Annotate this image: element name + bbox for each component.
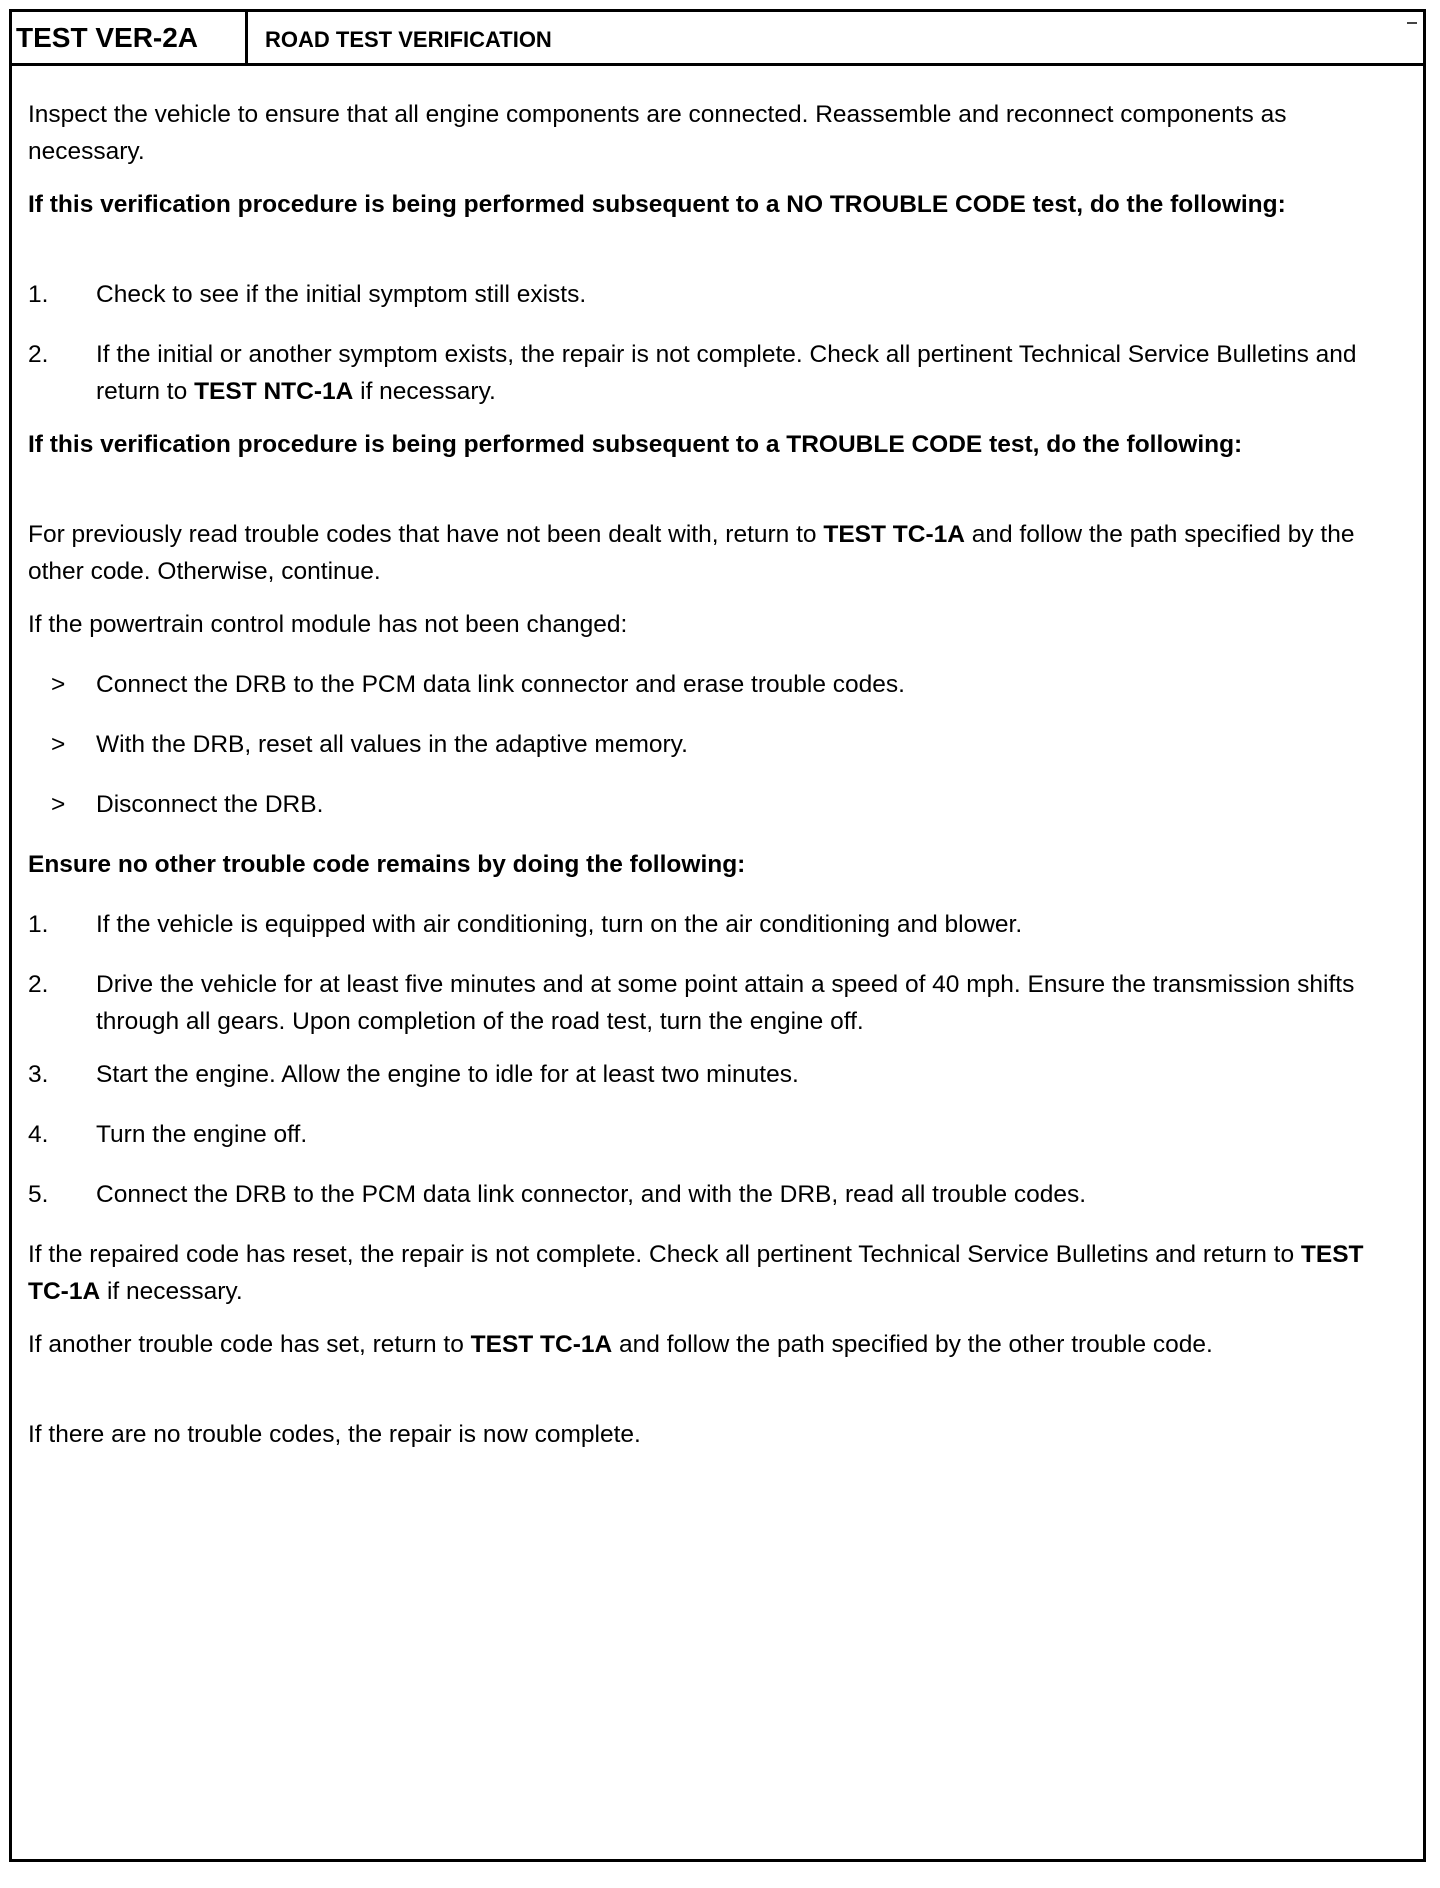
bullet-marker: > [51,671,66,698]
step-text: If the vehicle is equipped with air conditioning, turn on the air conditioning and blower. [96,911,1023,938]
step-text-before: If the initial or another symptom exists, the repair is not complete. Check all pertinent Technical Service Bulletins and return to [96,341,1357,405]
step-text [96,336,1386,410]
test-reference: TEST NTC-1A [194,378,354,405]
step-number: 3. [28,1061,49,1088]
para-text-after: and follow the path specified by the other trouble code. [619,1331,1213,1358]
bullet-marker: > [51,791,66,818]
section3-heading: Ensure no other trouble code remains by doing the following: [28,851,746,878]
step-text: Connect the DRB to the PCM data link connector, and with the DRB, read all trouble codes. [96,1181,1087,1208]
step-number: 2. [28,971,49,998]
closing-paragraph [28,1236,1378,1310]
section2-heading: If this verification procedure is being performed subsequent to a TROUBLE CODE test, do the following: [28,431,1243,458]
step-number: 1. [28,281,49,308]
para-text-after: if necessary. [106,1278,243,1305]
section1-heading: If this verification procedure is being performed subsequent to a NO TROUBLE CODE test, do the following: [28,191,1286,218]
step-number: 4. [28,1121,49,1148]
bullet-item: Connect the DRB to the PCM data link connector and erase trouble codes. [96,671,905,698]
step-number: 2. [28,341,49,368]
step-number: 5. [28,1181,49,1208]
test-reference: TEST TC-1A [470,1331,613,1358]
bullet-item: With the DRB, reset all values in the adaptive memory. [96,731,688,758]
para-text-before: If another trouble code has set, return to [28,1331,464,1358]
step-text: Turn the engine off. [96,1121,308,1148]
pcm-condition: If the powertrain control module has not been changed: [28,611,628,638]
step-text: Drive the vehicle for at least five minutes and at some point attain a speed of 40 mph. Ensure the transmission shifts through all gears. Upon completion of the road test, turn the engine off. [96,971,1355,1035]
step-text-after: if necessary. [360,378,496,405]
step-text: Check to see if the initial symptom still exists. [96,281,587,308]
closing-paragraph [28,1326,1378,1363]
step-number: 1. [28,911,49,938]
corner-mark [1407,22,1417,24]
completion-statement: If there are no trouble codes, the repair is now complete. [28,1421,641,1448]
intro-paragraph: Inspect the vehicle to ensure that all engine components are connected. Reassemble and reconnect components as necessary. [28,101,1287,165]
para-text-before: If the repaired code has reset, the repair is not complete. Check all pertinent Technical Service Bulletins and return to [28,1241,1295,1268]
para-text-after: and follow the path specified by the other code. Otherwise, continue. [28,521,1355,585]
bullet-item: Disconnect the DRB. [96,791,324,818]
test-title: ROAD TEST VERIFICATION [265,27,552,52]
procedure-header [12,12,1423,66]
procedure-frame [9,9,1426,1862]
section2-paragraph [28,516,1378,590]
para-text-before: For previously read trouble codes that have not been dealt with, return to [28,521,817,548]
test-reference: TEST TC-1A [823,521,965,548]
test-id: TEST VER-2A [12,12,248,63]
test-reference: TEST TC-1A [28,1241,1364,1305]
bullet-marker: > [51,731,66,758]
step-text: Start the engine. Allow the engine to idle for at least two minutes. [96,1061,799,1088]
